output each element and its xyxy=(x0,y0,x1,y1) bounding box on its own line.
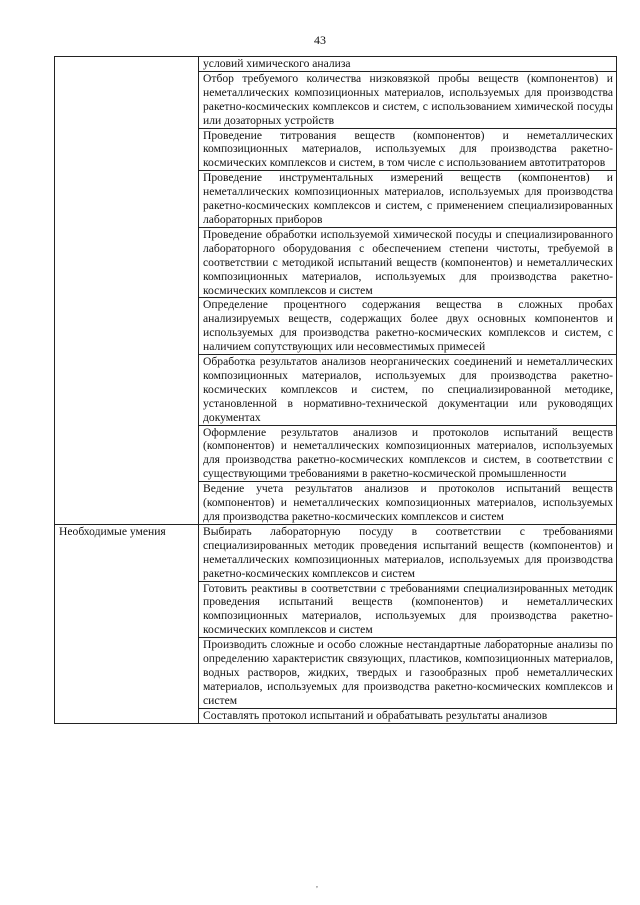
requirement-cell: Оформление результатов анализов и протоколов испытаний веществ (компонентов) и неметаллических композиционных материалов, используемых для производства ракетно-космических комплексов и систем, в соответствии с существующими требованиями в ракетно-космической промышленности xyxy=(199,425,617,482)
table-row xyxy=(55,57,617,72)
requirement-cell: Обработка результатов анализов неорганических соединений и неметаллических композиционных материалов, используемых для производства ракетно-космических комплексов и систем, по специализированной методике, установленной в нормативно-технической документации или руководящих документах xyxy=(199,355,617,426)
requirement-cell: Готовить реактивы в соответствии с требованиями специализированных методик проведения испытаний веществ (компонентов) и неметаллических композиционных материалов, используемых для производства ракетно-космических комплексов и систем xyxy=(199,581,617,638)
page-number: 43 xyxy=(314,33,326,47)
requirement-cell: Выбирать лабораторную посуду в соответствии с требованиями специализированных методик проведения испытаний веществ (компонентов) и неметаллических композиционных материалов, используемых для производства ракетно-космических комплексов и систем xyxy=(199,524,617,581)
requirement-cell: Отбор требуемого количества низковязкой пробы веществ (компонентов) и неметаллических композиционных материалов, используемых для производства ракетно-космических комплексов и систем, с использованием химической посуды или дозаторных устройств xyxy=(199,71,617,128)
requirement-cell: Проведение обработки используемой химической посуды и специализированного лабораторного оборудования с обеспечением степени чистоты, требуемой в соответствии с методикой испытаний веществ (компонентов) и неметаллических композиционных материалов, используемых для производства ракетно-космических комплексов и систем xyxy=(199,227,617,298)
requirement-cell: Проведение титрования веществ (компонентов) и неметаллических композиционных материалов, используемых для производства ракетно-космических комплексов и систем, в том числе с использованием автотитраторов xyxy=(199,128,617,171)
requirement-cell: Проведение инструментальных измерений веществ (компонентов) и неметаллических композиционных материалов, используемых для производства ракетно-космических комплексов и систем, с применением специализированных лабораторных приборов xyxy=(199,171,617,228)
requirement-cell: условий химического анализа xyxy=(199,57,617,72)
section-label: Необходимые умения xyxy=(55,524,199,723)
requirements-table xyxy=(54,56,617,724)
requirement-cell: Составлять протокол испытаний и обрабатывать результаты анализов xyxy=(199,708,617,723)
requirement-cell: Ведение учета результатов анализов и протоколов испытаний веществ (компонентов) и неметаллических композиционных материалов, используемых для производства ракетно-космических комплексов и систем xyxy=(199,482,617,525)
table-row xyxy=(55,524,617,581)
scan-mark: , xyxy=(316,880,318,889)
requirement-cell: Производить сложные и особо сложные нестандартные лабораторные анализы по определению характеристик связующих, пластиков, композиционных материалов, водных растворов, жидких, твердых и газообразных проб неметаллических материалов, используемых для производства ракетно-космических комплексов и систем xyxy=(199,638,617,709)
requirements-table-body xyxy=(55,57,617,724)
section-label xyxy=(55,57,199,525)
requirement-cell: Определение процентного содержания вещества в сложных пробах анализируемых веществ, содержащих более двух основных компонентов и используемых для производства ракетно-космических комплексов и систем, с наличием сопутствующих или несовместимых примесей xyxy=(199,298,617,355)
